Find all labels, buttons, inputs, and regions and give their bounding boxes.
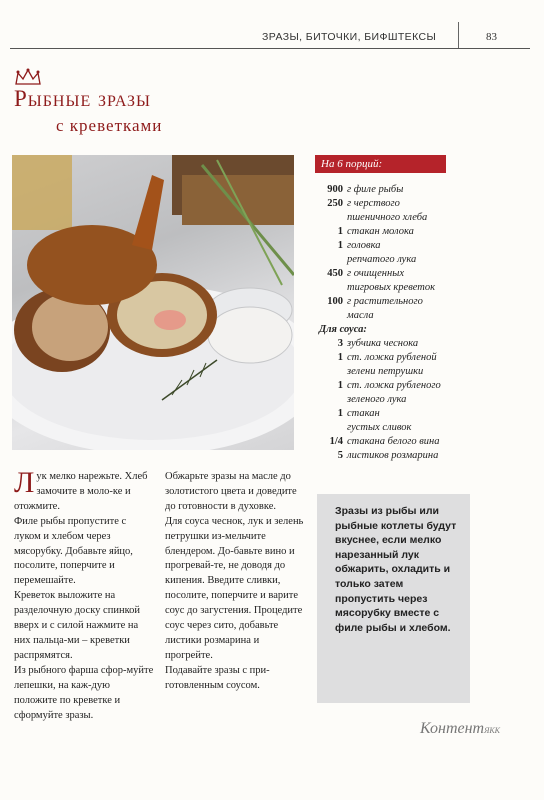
- instructions-column-2: [165, 470, 305, 694]
- tip-box: Зразы из рыбы или рыбные котлеты будут вкуснее, если мелко нарезанный лук обжарить, охладить и только затем пропустить через мясорубку вместе с филе рыбы и хлебом.: [317, 494, 470, 703]
- dish-photo: [12, 155, 294, 450]
- servings-label: На 6 порций:: [315, 155, 446, 173]
- recipe-title: Рыбные зразы: [14, 86, 151, 111]
- ingredient-item: 450 г очищенных: [327, 268, 404, 279]
- sauce-item: 3 зубчика чеснока: [337, 338, 419, 349]
- sauce-item: зеленого лука: [347, 394, 407, 405]
- sauce-item: 1 ст. ложка рубленой: [337, 352, 437, 363]
- sauce-item: 1/4 стакана белого вина: [329, 436, 440, 447]
- page-number: 83: [486, 31, 497, 43]
- ingredient-item: 1 стакан молока: [337, 226, 414, 237]
- sauce-item: густых сливок: [347, 422, 412, 433]
- sauce-item: 1 ст. ложка рубленого: [337, 380, 441, 391]
- ingredient-item: 900 г филе рыбы: [327, 184, 404, 195]
- ingredient-item: масла: [347, 310, 374, 321]
- sauce-heading: Для соуса:: [319, 324, 367, 335]
- ingredient-item: 100 г растительного: [327, 296, 423, 307]
- instructions-column-1: [14, 466, 154, 723]
- ingredient-item: 1 головка: [337, 240, 381, 251]
- ingredient-item: тигровых креветок: [347, 282, 436, 293]
- crown-icon: [14, 68, 42, 86]
- instructions-text: Обжарьте зразы на масле до золотистого цвета и доведите до готовности в духовке. Для соуса чеснок, лук и зелень петрушки из-мельчите блендером. До-бавьте вино и прогревай-те, не доводя до кипения. Введите сливки, посолите, поперчите и варите соус до загустения. Процедите соус через сито, добавьте листики розмарина и прогрейте. Подавайте зразы с при-готовленным соусом.: [165, 471, 304, 691]
- sauce-item: зелени петрушки: [347, 366, 424, 377]
- drop-cap: Л: [14, 466, 35, 499]
- sauce-item: 1 стакан: [337, 408, 380, 419]
- header-divider: [458, 22, 459, 48]
- ingredient-item: репчатого лука: [347, 254, 417, 265]
- ingredient-item: пшеничного хлеба: [347, 212, 428, 223]
- publisher-logo: КонтентЯКК: [420, 720, 500, 737]
- recipe-subtitle: с креветками: [56, 116, 163, 135]
- sauce-item: 5 листиков розмарина: [337, 450, 439, 461]
- instructions-text: ук мелко нарежьте. Хлеб замочите в моло-ке и отожмите. Филе рыбы пропустите с луком и хлебом через мясорубку. Добавьте яйцо, посолите, поперчите и перемешайте. Креветок выложите на разделочную доску спинкой вверх и с силой нажмите на них пальца-ми – креветки распрямятся. Из рыбного фарша сфор-муйте лепешки, на каж-дую положите по креветке и сформуйте зразы.: [14, 471, 154, 721]
- ingredients-list: [315, 183, 465, 463]
- chapter-title: ЗРАЗЫ, БИТОЧКИ, БИФШТЕКСЫ: [262, 31, 437, 43]
- header-rule: [10, 48, 530, 49]
- ingredient-item: 250 г черствого: [327, 198, 400, 209]
